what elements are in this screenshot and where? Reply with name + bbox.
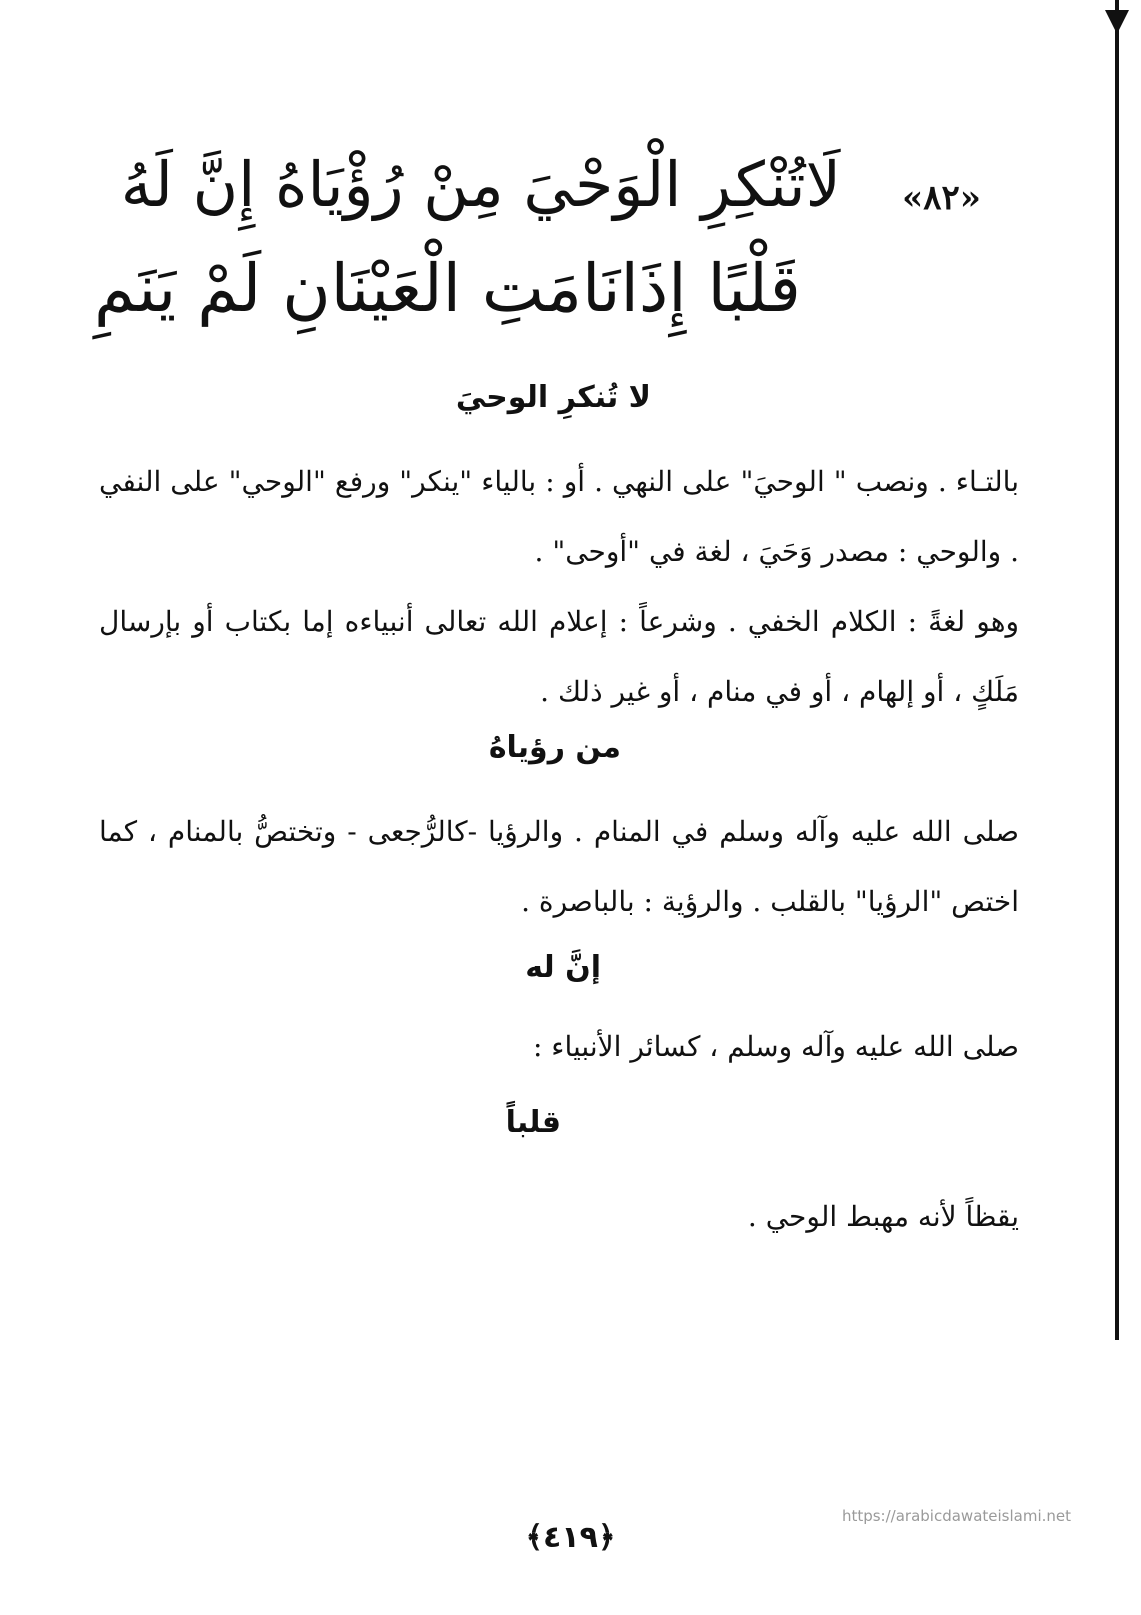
paragraph: يقظاً لأنه مهبط الوحي . (747, 1200, 1019, 1233)
section-heading: لا تُنكرِ الوحيَ (455, 380, 651, 415)
paragraph: صلى الله عليه وآله وسلم ، كسائر الأنبياء : (532, 1030, 1019, 1063)
paragraph: وهو لغةً : الكلام الخفي . وشرعاً : إعلام الله تعالى أنبياءه إما بكتاب أو بإرسال مَلَكٍ ، أو إلهام ، أو في منام ، أو غير ذلك . (99, 605, 1019, 708)
margin-rule (1115, 0, 1119, 1340)
margin-rule-tip (1105, 10, 1129, 34)
section-heading: إنَّ له (525, 950, 601, 985)
verse-line-2: قَلْبًا إِذَانَامَتِ الْعَيْنَانِ لَمْ يَنَمِ (94, 250, 801, 327)
paragraph: صلى الله عليه وآله وسلم في المنام . والرؤيا -كالرُّجعى - وتختصُّ بالمنام ، كما اختص "الرؤيا" بالقلب . والرؤية : بالباصرة . (99, 815, 1019, 918)
page-number: ﴿٤١٩﴾ (525, 1520, 616, 1555)
section-heading: من رؤياهُ (488, 730, 621, 765)
watermark-url: https://arabicdawateislami.net (841, 1507, 1071, 1525)
paragraph: بالتـاء . ونصب " الوحيَ" على النهي . أو : بالياء "ينكر" ورفع "الوحي" على النفي . والوحي : مصدر وَحَيَ ، لغة في "أوحى" . (99, 465, 1019, 568)
section-heading: قلباً (505, 1105, 561, 1140)
verse-number: «٨٢» (901, 178, 981, 218)
verse-line-1: لَاتُنْكِرِ الْوَحْيَ مِنْ رُؤْيَاهُ إِنَّ لَهُ (120, 148, 841, 221)
